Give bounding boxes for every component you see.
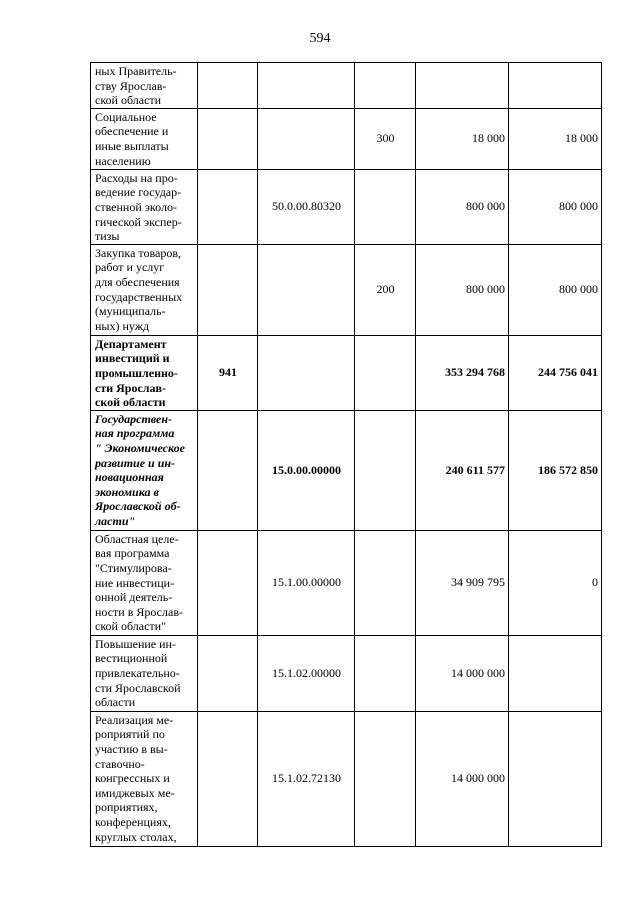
row-amount-year1: 14 000 000 (416, 635, 509, 711)
row-amount-year2 (509, 63, 602, 109)
row-amount-year2: 800 000 (509, 169, 602, 244)
table-row (91, 244, 602, 335)
table-row (91, 711, 602, 846)
row-amount-year2: 0 (509, 530, 602, 635)
row-amount-year1: 800 000 (416, 169, 509, 244)
row-amount-year1: 14 000 000 (416, 711, 509, 846)
row-amount-year2 (509, 711, 602, 846)
row-dept (198, 530, 258, 635)
row-name: Расходы на про- ведение государ- ственной эколо- гической экспер- тизы (91, 169, 198, 244)
row-code (258, 244, 355, 335)
row-amount-year1: 18 000 (416, 108, 509, 169)
row-amount-year1: 353 294 768 (416, 335, 509, 410)
row-code (258, 335, 355, 410)
page-number: 594 (309, 31, 331, 46)
row-type (355, 635, 416, 711)
row-amount-year2 (509, 635, 602, 711)
row-amount-year1 (416, 63, 509, 109)
row-code (258, 63, 355, 109)
row-type (355, 410, 416, 530)
row-amount-year1: 34 909 795 (416, 530, 509, 635)
row-amount-year2: 800 000 (509, 244, 602, 335)
row-name: Повышение ин- вестиционной привлекательно- сти Ярославской области (91, 635, 198, 711)
row-amount-year2: 244 756 041 (509, 335, 602, 410)
row-code: 50.0.00.80320 (258, 169, 355, 244)
row-code: 15.0.00.00000 (258, 410, 355, 530)
row-dept (198, 410, 258, 530)
row-code: 15.1.02.72130 (258, 711, 355, 846)
row-dept (198, 711, 258, 846)
row-name: Департамент инвестиций и промышленно- сти Ярослав- ской области (91, 335, 198, 410)
row-type (355, 63, 416, 109)
row-name: Реализация ме- роприятий по участию в вы- ставочно- конгрессных и имиджевых ме- роприятиях, конференциях, круглых столах, (91, 711, 198, 846)
row-code (258, 108, 355, 169)
row-type: 300 (355, 108, 416, 169)
budget-table (90, 62, 602, 847)
row-dept (198, 635, 258, 711)
row-amount-year2: 186 572 850 (509, 410, 602, 530)
row-name: Государствен- ная программа " Экономическое развитие и ин- новационная экономика в Ярославской об- ласти" (91, 410, 198, 530)
row-type (355, 711, 416, 846)
table-row (91, 63, 602, 109)
row-type: 200 (355, 244, 416, 335)
row-dept (198, 108, 258, 169)
row-name: Областная целе- вая программа "Стимулирова- ние инвестици- онной деятель- ности в Ярослав- ской области" (91, 530, 198, 635)
row-dept (198, 169, 258, 244)
row-dept (198, 63, 258, 109)
row-amount-year1: 240 611 577 (416, 410, 509, 530)
table-row (91, 635, 602, 711)
row-name: Социальное обеспечение и иные выплаты населению (91, 108, 198, 169)
row-type (355, 169, 416, 244)
table-row (91, 335, 602, 410)
row-type (355, 335, 416, 410)
row-code: 15.1.00.00000 (258, 530, 355, 635)
row-dept (198, 244, 258, 335)
table-row (91, 108, 602, 169)
row-name: ных Правитель- ству Ярослав- ской области (91, 63, 198, 109)
row-name: Закупка товаров, работ и услуг для обеспечения государственных (муниципаль- ных) нужд (91, 244, 198, 335)
row-code: 15.1.02.00000 (258, 635, 355, 711)
row-dept: 941 (198, 335, 258, 410)
row-amount-year1: 800 000 (416, 244, 509, 335)
row-type (355, 530, 416, 635)
row-amount-year2: 18 000 (509, 108, 602, 169)
table-row (91, 410, 602, 530)
table-row (91, 530, 602, 635)
table-row (91, 169, 602, 244)
